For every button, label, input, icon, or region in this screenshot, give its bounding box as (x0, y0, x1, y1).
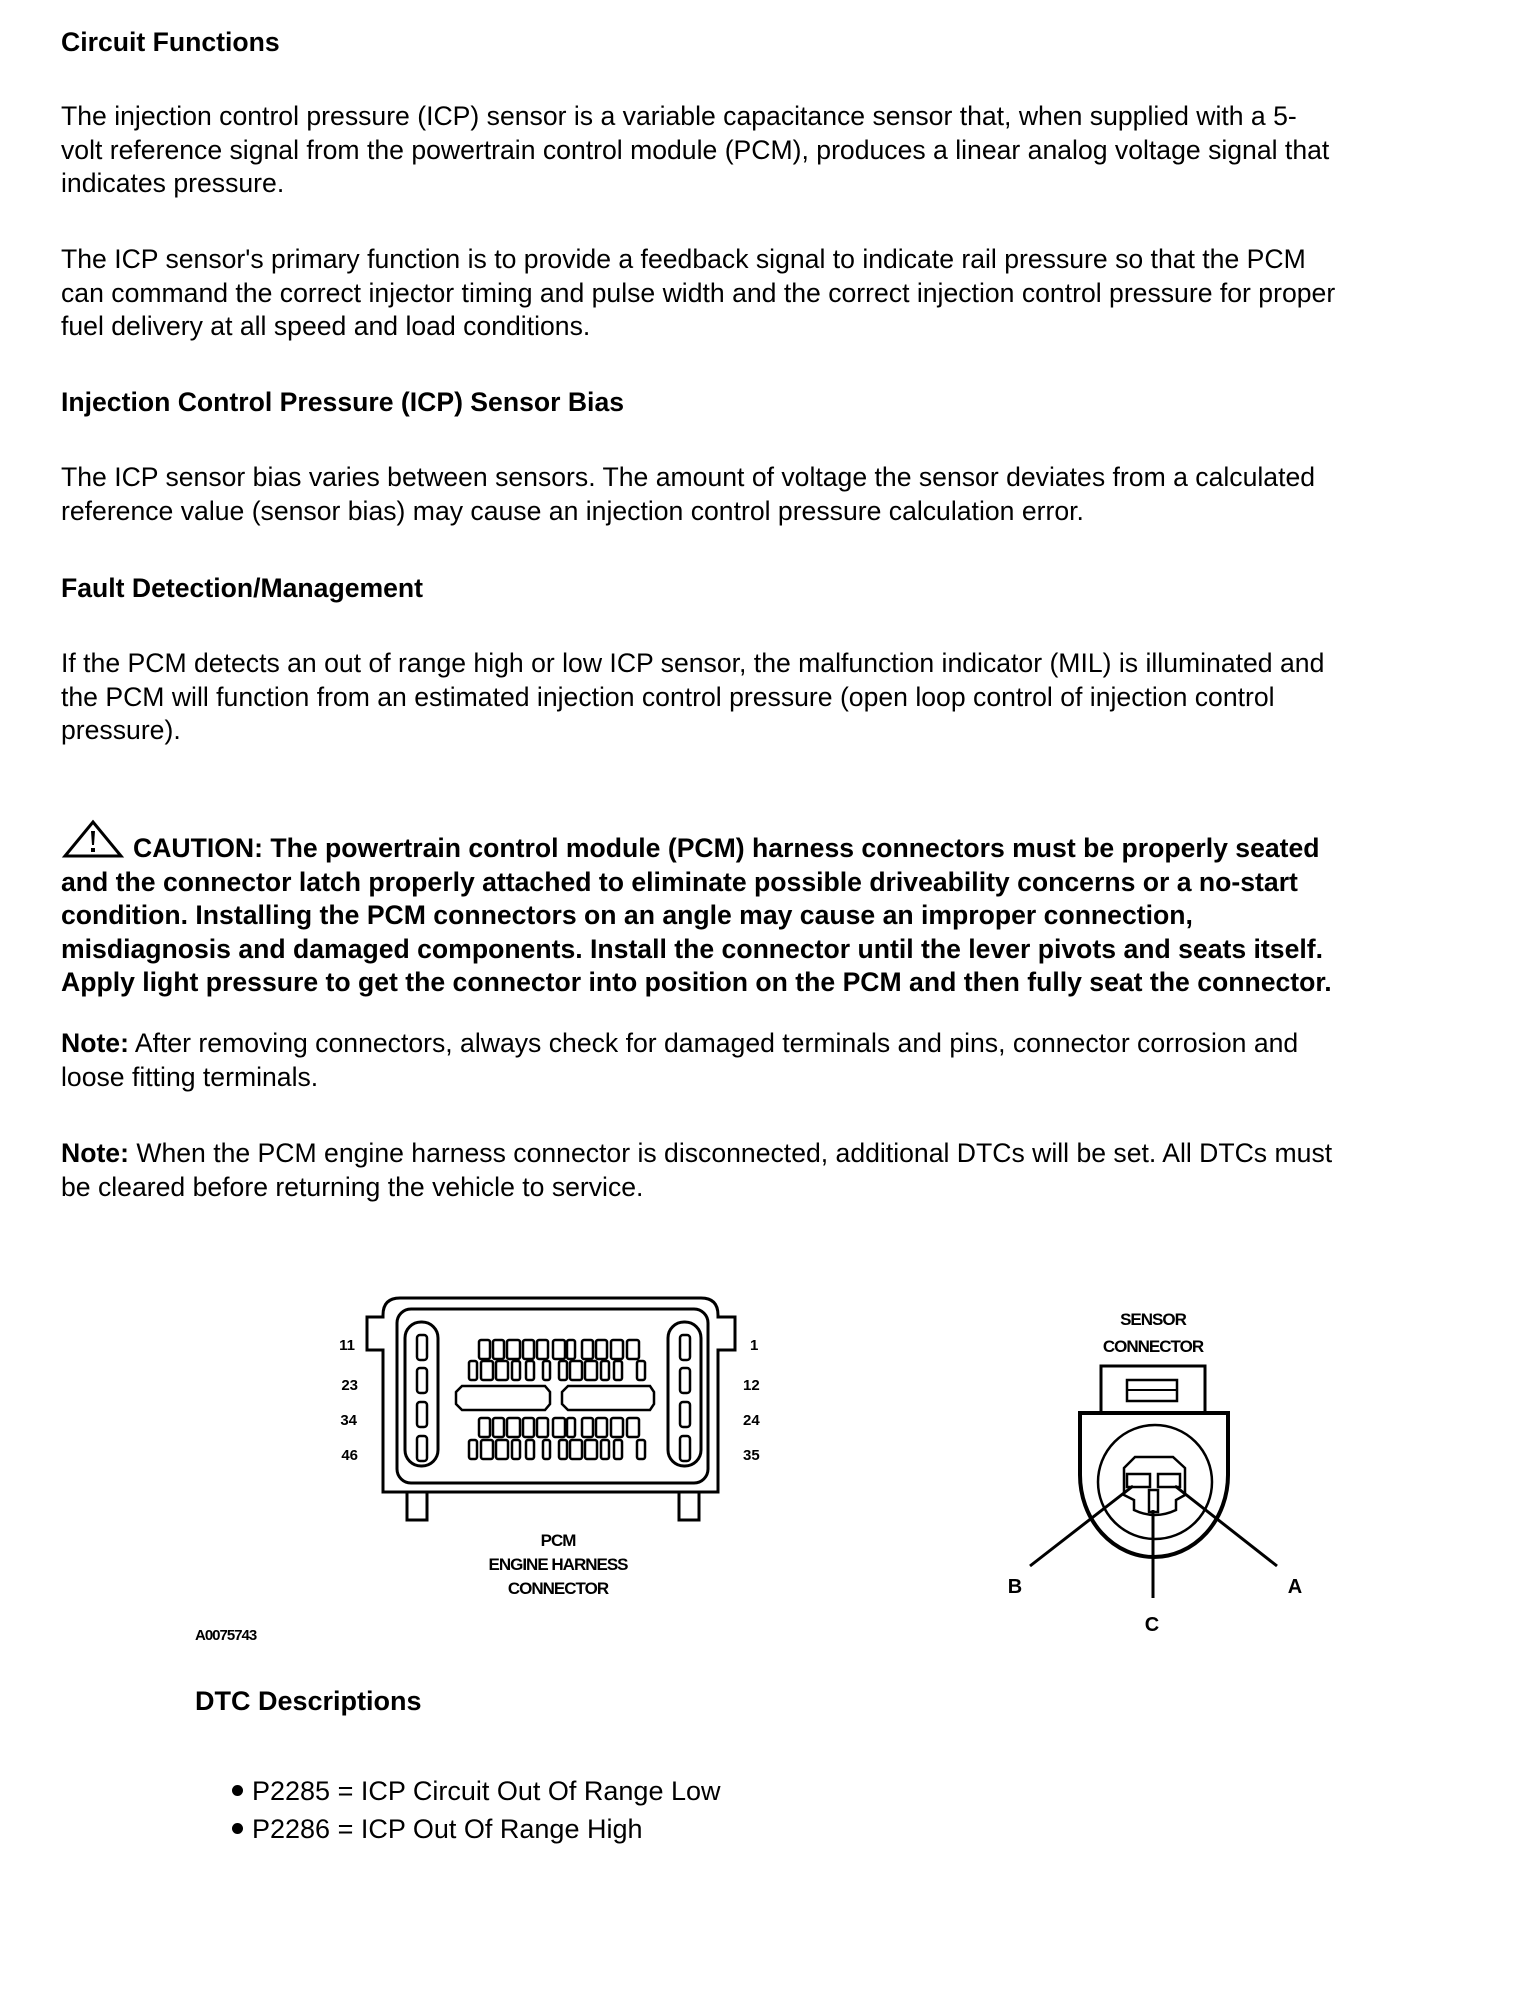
terminal-cavity (479, 1418, 490, 1437)
terminal-cavity (496, 1440, 508, 1459)
pin-label: 34 (340, 1412, 357, 1429)
terminal-cavity (553, 1418, 565, 1437)
note-label: Note: (61, 1138, 129, 1168)
terminal-cavity (627, 1418, 639, 1437)
pin-label-a: A (1287, 1576, 1303, 1598)
figure-id: A0075743 (195, 1627, 257, 1644)
pin-label-b: B (1007, 1576, 1023, 1598)
terminal-cavity (481, 1440, 493, 1459)
terminal-cavity (469, 1361, 477, 1380)
terminal-cavity (614, 1440, 622, 1459)
paragraph-icp-description (61, 100, 1521, 201)
sensor-connector-diagram (1030, 1366, 1277, 1598)
text-line: pressure). (61, 715, 181, 746)
text-line: If the PCM detects an out of range high or low ICP sensor, the malfunction indicator (MIL) is illuminated and (61, 648, 1325, 678)
note-connectors (61, 1027, 1521, 1094)
text-line: The ICP sensor bias varies between sensors. The amount of voltage the sensor deviates from a calculated (61, 462, 1316, 492)
caution-block (61, 819, 1521, 1000)
terminal-cavity (614, 1361, 622, 1380)
terminal-cavity (559, 1361, 567, 1380)
dtc-list-item (232, 1814, 643, 1845)
pin-label: 11 (339, 1337, 355, 1354)
text-line: indicates pressure. (61, 168, 285, 199)
terminal-cavity (567, 1418, 575, 1437)
caution-line: Apply light pressure to get the connector into position on the PCM and then fully seat the connector. (61, 967, 1332, 998)
terminal-cavity (537, 1418, 548, 1437)
bullet-icon (232, 1785, 243, 1796)
dtc-list-item (232, 1776, 721, 1807)
pcm-pin-labels (339, 1337, 760, 1464)
text-line: loose fitting terminals. (61, 1061, 319, 1092)
dtc-item-text: P2285 = ICP Circuit Out Of Range Low (252, 1776, 721, 1806)
terminal-cavity (543, 1361, 550, 1380)
terminal-cavity (582, 1418, 593, 1437)
terminal-cavity (493, 1340, 504, 1359)
paragraph-fault-detection (61, 647, 1521, 748)
note-text: When the PCM engine harness connector is disconnected, additional DTCs will be set. All DTCs must (128, 1138, 1333, 1168)
heading-fault-detection: Fault Detection/Management (61, 573, 424, 603)
pcm-connector-diagram (367, 1298, 735, 1520)
terminal-cavity (507, 1340, 520, 1359)
terminal-cavity (570, 1361, 582, 1380)
terminal-cavity (481, 1361, 493, 1380)
terminal-cavity (507, 1418, 520, 1437)
text-line (61, 1137, 1521, 1171)
terminal-cavity (493, 1418, 504, 1437)
note-dtcs (61, 1137, 1521, 1204)
terminal-cavity (512, 1440, 520, 1459)
sensor-caption-line: SENSOR (1120, 1310, 1186, 1329)
pin-label: 35 (743, 1447, 760, 1464)
heading-sensor-bias: Injection Control Pressure (ICP) Sensor Bias (61, 387, 625, 417)
text-line: reference value (sensor bias) may cause an injection control pressure calculation error. (61, 495, 1084, 526)
terminal-cavity (601, 1440, 609, 1459)
sensor-caption-line: CONNECTOR (1102, 1337, 1204, 1356)
terminal-cavity (567, 1340, 575, 1359)
text-line: The ICP sensor's primary function is to provide a feedback signal to indicate rail pressure so that the PCM (61, 244, 1306, 274)
terminal-cavity (611, 1418, 623, 1437)
caution-line: CAUTION: The powertrain control module (PCM) harness connectors must be properly seated (133, 833, 1320, 863)
terminal-cavity (596, 1340, 607, 1359)
terminal-cavity (585, 1361, 597, 1380)
heading-dtc-descriptions: DTC Descriptions (195, 1686, 422, 1716)
caution-line: and the connector latch properly attached to eliminate possible driveability concerns or a no-start (61, 866, 1298, 897)
terminal-cavity (543, 1440, 550, 1459)
text-line: The injection control pressure (ICP) sensor is a variable capacitance sensor that, when supplied with a 5- (61, 101, 1297, 131)
text-line: can command the correct injector timing and pulse width and the correct injection control pressure for proper (61, 277, 1336, 308)
text-line: fuel delivery at all speed and load conditions. (61, 311, 591, 342)
terminal-cavity (523, 1340, 534, 1359)
terminal-cavity (523, 1418, 534, 1437)
text-line: the PCM will function from an estimated injection control pressure (open loop control of injection control (61, 681, 1275, 712)
terminal-cavity (637, 1361, 645, 1380)
text-line (61, 819, 1521, 866)
text-line: volt reference signal from the powertrain control module (PCM), produces a linear analog voltage signal that (61, 134, 1330, 165)
terminal-cavity (553, 1340, 565, 1359)
terminal-cavity (496, 1361, 508, 1380)
terminal-cavity (526, 1440, 534, 1459)
heading-circuit-functions: Circuit Functions (61, 27, 280, 57)
text-line (61, 1027, 1521, 1061)
pin-label: 23 (341, 1377, 358, 1394)
terminal-cavity (469, 1440, 477, 1459)
caution-line: misdiagnosis and damaged components. Install the connector until the lever pivots and seats itself. (61, 933, 1323, 964)
terminal-cavity (479, 1340, 490, 1359)
terminal-cavity (611, 1340, 623, 1359)
pin-label-c: C (1144, 1614, 1160, 1636)
pin-label: 46 (341, 1447, 358, 1464)
text-line: be cleared before returning the vehicle to service. (61, 1171, 644, 1202)
pcm-caption-line: PCM (540, 1531, 576, 1550)
bullet-icon (232, 1823, 243, 1834)
pin-label: 12 (743, 1377, 760, 1394)
dtc-item-text: P2286 = ICP Out Of Range High (252, 1814, 643, 1844)
caution-line: condition. Installing the PCM connectors on an angle may cause an improper connection, (61, 900, 1193, 931)
note-text: After removing connectors, always check for damaged terminals and pins, connector corrosion and (128, 1028, 1299, 1058)
terminal-cavity (637, 1440, 645, 1459)
terminal-cavity (512, 1361, 520, 1380)
pin-label: 1 (750, 1337, 759, 1354)
terminal-cavity (570, 1440, 582, 1459)
pcm-caption-line: ENGINE HARNESS (488, 1555, 628, 1574)
paragraph-sensor-bias (61, 461, 1521, 528)
terminal-cavity (582, 1340, 593, 1359)
terminal-cavity (585, 1440, 597, 1459)
terminal-cavity (601, 1361, 609, 1380)
terminal-cavity (537, 1340, 548, 1359)
terminal-cavity (627, 1340, 639, 1359)
note-label: Note: (61, 1028, 129, 1058)
terminal-cavity (596, 1418, 607, 1437)
paragraph-icp-function (61, 243, 1521, 344)
warning-triangle-icon (61, 819, 125, 859)
pcm-caption-line: CONNECTOR (507, 1579, 609, 1598)
terminal-cavity (526, 1361, 534, 1380)
terminal-cavity (559, 1440, 567, 1459)
pin-label: 24 (743, 1412, 760, 1429)
